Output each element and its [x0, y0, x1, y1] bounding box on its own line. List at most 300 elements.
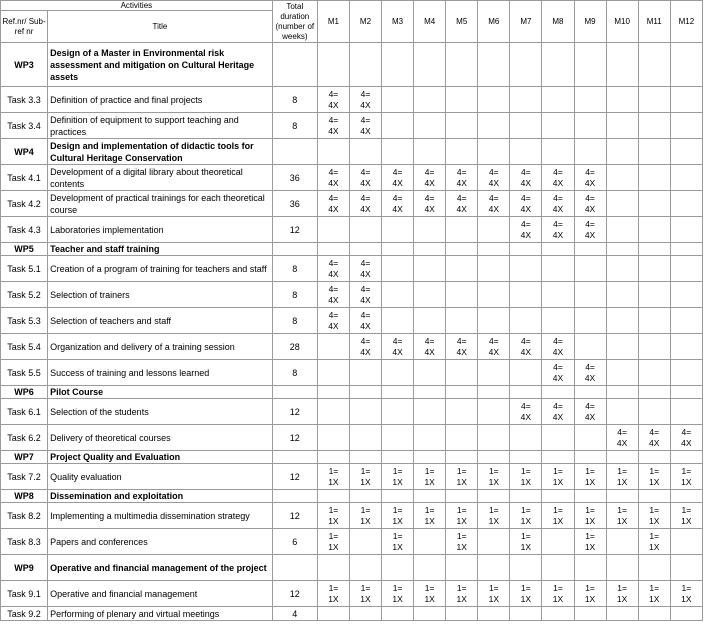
effort-code: 4X — [584, 203, 596, 214]
effort-value: 4= — [328, 309, 339, 320]
month-cell — [478, 165, 510, 191]
month-cell — [446, 425, 478, 451]
effort-value: 4= — [521, 166, 531, 177]
month-cell — [670, 165, 702, 191]
month-cell — [638, 360, 670, 386]
ref-cell: Task 3.3 — [1, 87, 48, 113]
month-cell — [638, 334, 670, 360]
month-cell — [414, 464, 446, 490]
effort-code: 1X — [456, 593, 467, 604]
month-cell — [670, 256, 702, 282]
month-cell — [670, 451, 702, 464]
effort-code: 4X — [681, 437, 692, 448]
effort-value: 4= — [585, 218, 595, 229]
month-header: M6 — [478, 1, 510, 43]
effort-code: 1X — [360, 476, 371, 487]
duration-cell: 12 — [272, 581, 317, 607]
month-cell — [670, 43, 702, 87]
effort-value: 1= — [456, 504, 467, 515]
month-cell — [510, 113, 542, 139]
month-cell — [446, 490, 478, 503]
month-cell — [638, 113, 670, 139]
effort-code: 4X — [360, 125, 371, 136]
ref-cell: Task 6.2 — [1, 425, 48, 451]
effort-value: 4= — [360, 114, 371, 125]
month-cell — [510, 425, 542, 451]
month-cell — [510, 607, 542, 621]
effort-code: 1X — [360, 593, 371, 604]
effort-value: 1= — [328, 465, 339, 476]
effort-value: 1= — [521, 465, 531, 476]
month-cell — [414, 334, 446, 360]
effort-code: 4X — [360, 268, 371, 279]
effort-code: 4X — [360, 99, 371, 110]
month-cell — [510, 581, 542, 607]
month-cell — [382, 217, 414, 243]
effort-value: 1= — [424, 465, 435, 476]
effort-code: 1X — [584, 541, 596, 552]
month-cell — [478, 139, 510, 165]
month-cell — [349, 165, 381, 191]
effort-code: 1X — [584, 593, 596, 604]
month-cell — [382, 87, 414, 113]
effort-value: 4= — [585, 400, 595, 411]
effort-value: 4= — [649, 426, 660, 437]
month-cell — [382, 451, 414, 464]
month-cell — [349, 581, 381, 607]
effort-value: 1= — [456, 530, 467, 541]
month-cell — [446, 308, 478, 334]
month-cell — [574, 581, 606, 607]
title-cell: Selection of the students — [48, 399, 273, 425]
effort-value: 1= — [553, 504, 563, 515]
title-cell: Definition of practice and final projects — [48, 87, 273, 113]
month-cell — [542, 581, 574, 607]
effort-value: 4= — [456, 335, 467, 346]
duration-cell — [272, 451, 317, 464]
task-row — [1, 581, 703, 607]
month-cell — [638, 555, 670, 581]
ref-cell: WP7 — [1, 451, 48, 464]
month-cell — [317, 581, 349, 607]
month-cell — [510, 490, 542, 503]
month-cell — [638, 217, 670, 243]
effort-code: 1X — [328, 476, 339, 487]
effort-value: 1= — [360, 504, 371, 515]
month-cell — [317, 217, 349, 243]
task-row — [1, 113, 703, 139]
month-cell — [606, 490, 638, 503]
effort-value: 4= — [424, 166, 435, 177]
month-cell — [638, 308, 670, 334]
month-cell — [478, 607, 510, 621]
month-cell — [574, 425, 606, 451]
effort-code: 4X — [392, 346, 403, 357]
duration-cell: 36 — [272, 191, 317, 217]
month-cell — [670, 607, 702, 621]
month-cell — [574, 256, 606, 282]
effort-value: 1= — [649, 504, 660, 515]
effort-value: 4= — [585, 166, 595, 177]
effort-value: 1= — [649, 582, 660, 593]
month-cell — [510, 464, 542, 490]
month-cell — [317, 386, 349, 399]
month-cell — [606, 87, 638, 113]
month-cell — [446, 399, 478, 425]
effort-code: 4X — [328, 268, 339, 279]
month-cell — [349, 139, 381, 165]
ref-cell: Task 5.2 — [1, 282, 48, 308]
effort-code: 4X — [520, 346, 532, 357]
effort-code: 4X — [584, 411, 596, 422]
effort-code: 1X — [616, 515, 628, 526]
month-cell — [574, 191, 606, 217]
effort-value: 4= — [424, 335, 435, 346]
ref-cell: WP6 — [1, 386, 48, 399]
effort-value: 4= — [488, 335, 499, 346]
effort-value: 4= — [456, 192, 467, 203]
task-row — [1, 607, 703, 621]
month-cell — [382, 555, 414, 581]
month-cell — [638, 464, 670, 490]
effort-code: 4X — [328, 294, 339, 305]
month-cell — [317, 87, 349, 113]
effort-value: 4= — [328, 283, 339, 294]
month-cell — [446, 165, 478, 191]
month-cell — [606, 581, 638, 607]
month-cell — [478, 581, 510, 607]
month-cell — [478, 334, 510, 360]
month-cell — [670, 529, 702, 555]
month-cell — [542, 555, 574, 581]
month-cell — [542, 386, 574, 399]
effort-code: 4X — [328, 99, 339, 110]
effort-value: 4= — [521, 218, 531, 229]
effort-code: 1X — [681, 593, 692, 604]
month-cell — [574, 451, 606, 464]
month-cell — [510, 399, 542, 425]
effort-code: 4X — [584, 177, 596, 188]
month-cell — [606, 308, 638, 334]
month-cell — [349, 555, 381, 581]
effort-value: 1= — [456, 582, 467, 593]
ref-cell: Task 7.2 — [1, 464, 48, 490]
task-row — [1, 529, 703, 555]
effort-code: 4X — [552, 177, 564, 188]
month-header: M5 — [446, 1, 478, 43]
month-cell — [414, 43, 446, 87]
month-cell — [638, 490, 670, 503]
month-cell — [638, 451, 670, 464]
month-cell — [638, 425, 670, 451]
effort-value: 4= — [488, 192, 499, 203]
month-cell — [446, 581, 478, 607]
ref-cell: Task 4.2 — [1, 191, 48, 217]
effort-code: 1X — [392, 476, 403, 487]
task-row — [1, 503, 703, 529]
month-cell — [638, 165, 670, 191]
month-cell — [317, 256, 349, 282]
effort-code: 4X — [552, 372, 564, 383]
effort-code: 4X — [520, 203, 532, 214]
month-cell — [606, 139, 638, 165]
month-cell — [542, 43, 574, 87]
month-cell — [382, 581, 414, 607]
task-row — [1, 217, 703, 243]
ref-cell: WP9 — [1, 555, 48, 581]
work-package-row — [1, 386, 703, 399]
month-cell — [542, 503, 574, 529]
task-row — [1, 308, 703, 334]
month-cell — [317, 399, 349, 425]
effort-code: 4X — [456, 346, 467, 357]
month-cell — [606, 503, 638, 529]
effort-code: 1X — [552, 515, 564, 526]
title-cell: Success of training and lessons learned — [48, 360, 273, 386]
effort-code: 1X — [552, 593, 564, 604]
month-cell — [414, 282, 446, 308]
task-row — [1, 334, 703, 360]
effort-value: 1= — [585, 504, 595, 515]
task-row — [1, 399, 703, 425]
month-cell — [510, 308, 542, 334]
month-cell — [478, 451, 510, 464]
ref-cell: Task 9.2 — [1, 607, 48, 621]
title-cell: Definition of equipment to support teaching and practices — [48, 113, 273, 139]
ref-cell: Task 5.4 — [1, 334, 48, 360]
month-cell — [414, 503, 446, 529]
month-cell — [510, 139, 542, 165]
month-cell — [349, 425, 381, 451]
title-cell: Performing of plenary and virtual meetings — [48, 607, 273, 621]
month-cell — [574, 165, 606, 191]
effort-value: 1= — [392, 504, 403, 515]
duration-cell — [272, 490, 317, 503]
month-cell — [349, 490, 381, 503]
task-row — [1, 191, 703, 217]
duration-cell: 36 — [272, 165, 317, 191]
month-header: M12 — [670, 1, 702, 43]
month-cell — [478, 282, 510, 308]
month-cell — [574, 243, 606, 256]
ref-cell: Task 5.1 — [1, 256, 48, 282]
month-cell — [542, 256, 574, 282]
month-cell — [638, 581, 670, 607]
month-cell — [670, 282, 702, 308]
month-cell — [606, 165, 638, 191]
effort-code: 1X — [648, 515, 660, 526]
table-header — [1, 1, 703, 43]
month-cell — [638, 529, 670, 555]
month-cell — [349, 464, 381, 490]
month-cell — [317, 490, 349, 503]
month-cell — [606, 256, 638, 282]
effort-value: 4= — [521, 335, 531, 346]
month-cell — [382, 334, 414, 360]
month-cell — [606, 451, 638, 464]
effort-value: 4= — [360, 192, 371, 203]
effort-code: 1X — [648, 541, 660, 552]
effort-code: 4X — [616, 437, 628, 448]
effort-code: 4X — [552, 229, 564, 240]
month-cell — [478, 87, 510, 113]
effort-code: 1X — [552, 476, 564, 487]
month-cell — [317, 607, 349, 621]
month-cell — [446, 451, 478, 464]
effort-value: 1= — [617, 504, 627, 515]
duration-cell: 8 — [272, 256, 317, 282]
title-cell: Design of a Master in Environmental risk assessment and mitigation on Cultural Heritage assets — [48, 43, 273, 87]
month-cell — [638, 282, 670, 308]
month-header: M9 — [574, 1, 606, 43]
effort-code: 4X — [328, 177, 339, 188]
duration-cell: 6 — [272, 529, 317, 555]
month-cell — [349, 399, 381, 425]
effort-code: 4X — [392, 177, 403, 188]
ref-cell: WP4 — [1, 139, 48, 165]
duration-cell: 8 — [272, 87, 317, 113]
month-cell — [349, 334, 381, 360]
month-cell — [670, 425, 702, 451]
month-cell — [349, 529, 381, 555]
month-cell — [382, 165, 414, 191]
month-cell — [542, 464, 574, 490]
month-cell — [606, 217, 638, 243]
title-cell: Development of practical trainings for each theoretical course — [48, 191, 273, 217]
month-cell — [510, 386, 542, 399]
month-cell — [382, 425, 414, 451]
effort-value: 4= — [521, 192, 531, 203]
effort-value: 1= — [360, 465, 371, 476]
month-cell — [317, 243, 349, 256]
effort-value: 1= — [488, 504, 499, 515]
effort-code: 1X — [616, 593, 628, 604]
duration-cell: 8 — [272, 360, 317, 386]
effort-code: 1X — [424, 476, 435, 487]
effort-value: 4= — [488, 166, 499, 177]
month-cell — [349, 87, 381, 113]
month-cell — [446, 282, 478, 308]
month-cell — [478, 243, 510, 256]
month-cell — [670, 464, 702, 490]
month-cell — [414, 139, 446, 165]
month-cell — [574, 503, 606, 529]
month-cell — [574, 607, 606, 621]
month-cell — [317, 165, 349, 191]
effort-code: 1X — [648, 476, 660, 487]
month-cell — [542, 607, 574, 621]
month-cell — [478, 425, 510, 451]
month-cell — [478, 555, 510, 581]
month-cell — [349, 217, 381, 243]
month-cell — [317, 334, 349, 360]
month-cell — [670, 243, 702, 256]
month-cell — [414, 529, 446, 555]
effort-code: 4X — [520, 177, 532, 188]
effort-value: 1= — [521, 504, 531, 515]
effort-value: 4= — [328, 114, 339, 125]
month-cell — [317, 360, 349, 386]
month-cell — [510, 503, 542, 529]
effort-code: 1X — [520, 515, 532, 526]
effort-code: 1X — [328, 515, 339, 526]
activities-header: Activities — [1, 1, 273, 11]
effort-value: 1= — [392, 530, 403, 541]
month-cell — [574, 464, 606, 490]
month-cell — [382, 113, 414, 139]
month-header: M11 — [638, 1, 670, 43]
month-cell — [574, 113, 606, 139]
month-cell — [317, 113, 349, 139]
effort-code: 4X — [584, 229, 596, 240]
title-cell: Development of a digital library about theoretical contents — [48, 165, 273, 191]
effort-code: 1X — [616, 476, 628, 487]
month-cell — [349, 282, 381, 308]
month-cell — [670, 334, 702, 360]
month-cell — [478, 464, 510, 490]
ref-cell: Task 6.1 — [1, 399, 48, 425]
month-cell — [670, 399, 702, 425]
month-cell — [478, 360, 510, 386]
effort-value: 4= — [360, 257, 371, 268]
month-cell — [542, 490, 574, 503]
ref-cell: Task 9.1 — [1, 581, 48, 607]
month-cell — [382, 607, 414, 621]
effort-value: 4= — [392, 166, 403, 177]
duration-cell — [272, 43, 317, 87]
effort-code: 4X — [392, 203, 403, 214]
month-cell — [446, 113, 478, 139]
title-cell: Organization and delivery of a training session — [48, 334, 273, 360]
month-cell — [510, 43, 542, 87]
month-cell — [574, 529, 606, 555]
month-cell — [638, 386, 670, 399]
month-cell — [317, 529, 349, 555]
month-cell — [414, 243, 446, 256]
month-cell — [574, 399, 606, 425]
effort-value: 1= — [328, 530, 339, 541]
effort-value: 1= — [617, 582, 627, 593]
effort-value: 4= — [553, 166, 563, 177]
month-header: M7 — [510, 1, 542, 43]
effort-value: 4= — [617, 426, 627, 437]
duration-cell: 4 — [272, 607, 317, 621]
effort-code: 1X — [488, 593, 499, 604]
title-cell: Dissemination and exploitation — [48, 490, 273, 503]
month-cell — [382, 256, 414, 282]
effort-value: 1= — [488, 465, 499, 476]
effort-code: 4X — [424, 203, 435, 214]
month-cell — [446, 464, 478, 490]
month-cell — [510, 451, 542, 464]
month-cell — [542, 529, 574, 555]
month-cell — [542, 399, 574, 425]
month-cell — [606, 243, 638, 256]
month-cell — [638, 256, 670, 282]
month-cell — [414, 399, 446, 425]
month-cell — [414, 113, 446, 139]
month-cell — [574, 43, 606, 87]
month-cell — [638, 503, 670, 529]
month-cell — [606, 334, 638, 360]
task-row — [1, 165, 703, 191]
month-cell — [317, 282, 349, 308]
duration-cell: 8 — [272, 308, 317, 334]
month-cell — [349, 191, 381, 217]
month-cell — [606, 191, 638, 217]
effort-code: 1X — [392, 515, 403, 526]
effort-code: 1X — [456, 476, 467, 487]
